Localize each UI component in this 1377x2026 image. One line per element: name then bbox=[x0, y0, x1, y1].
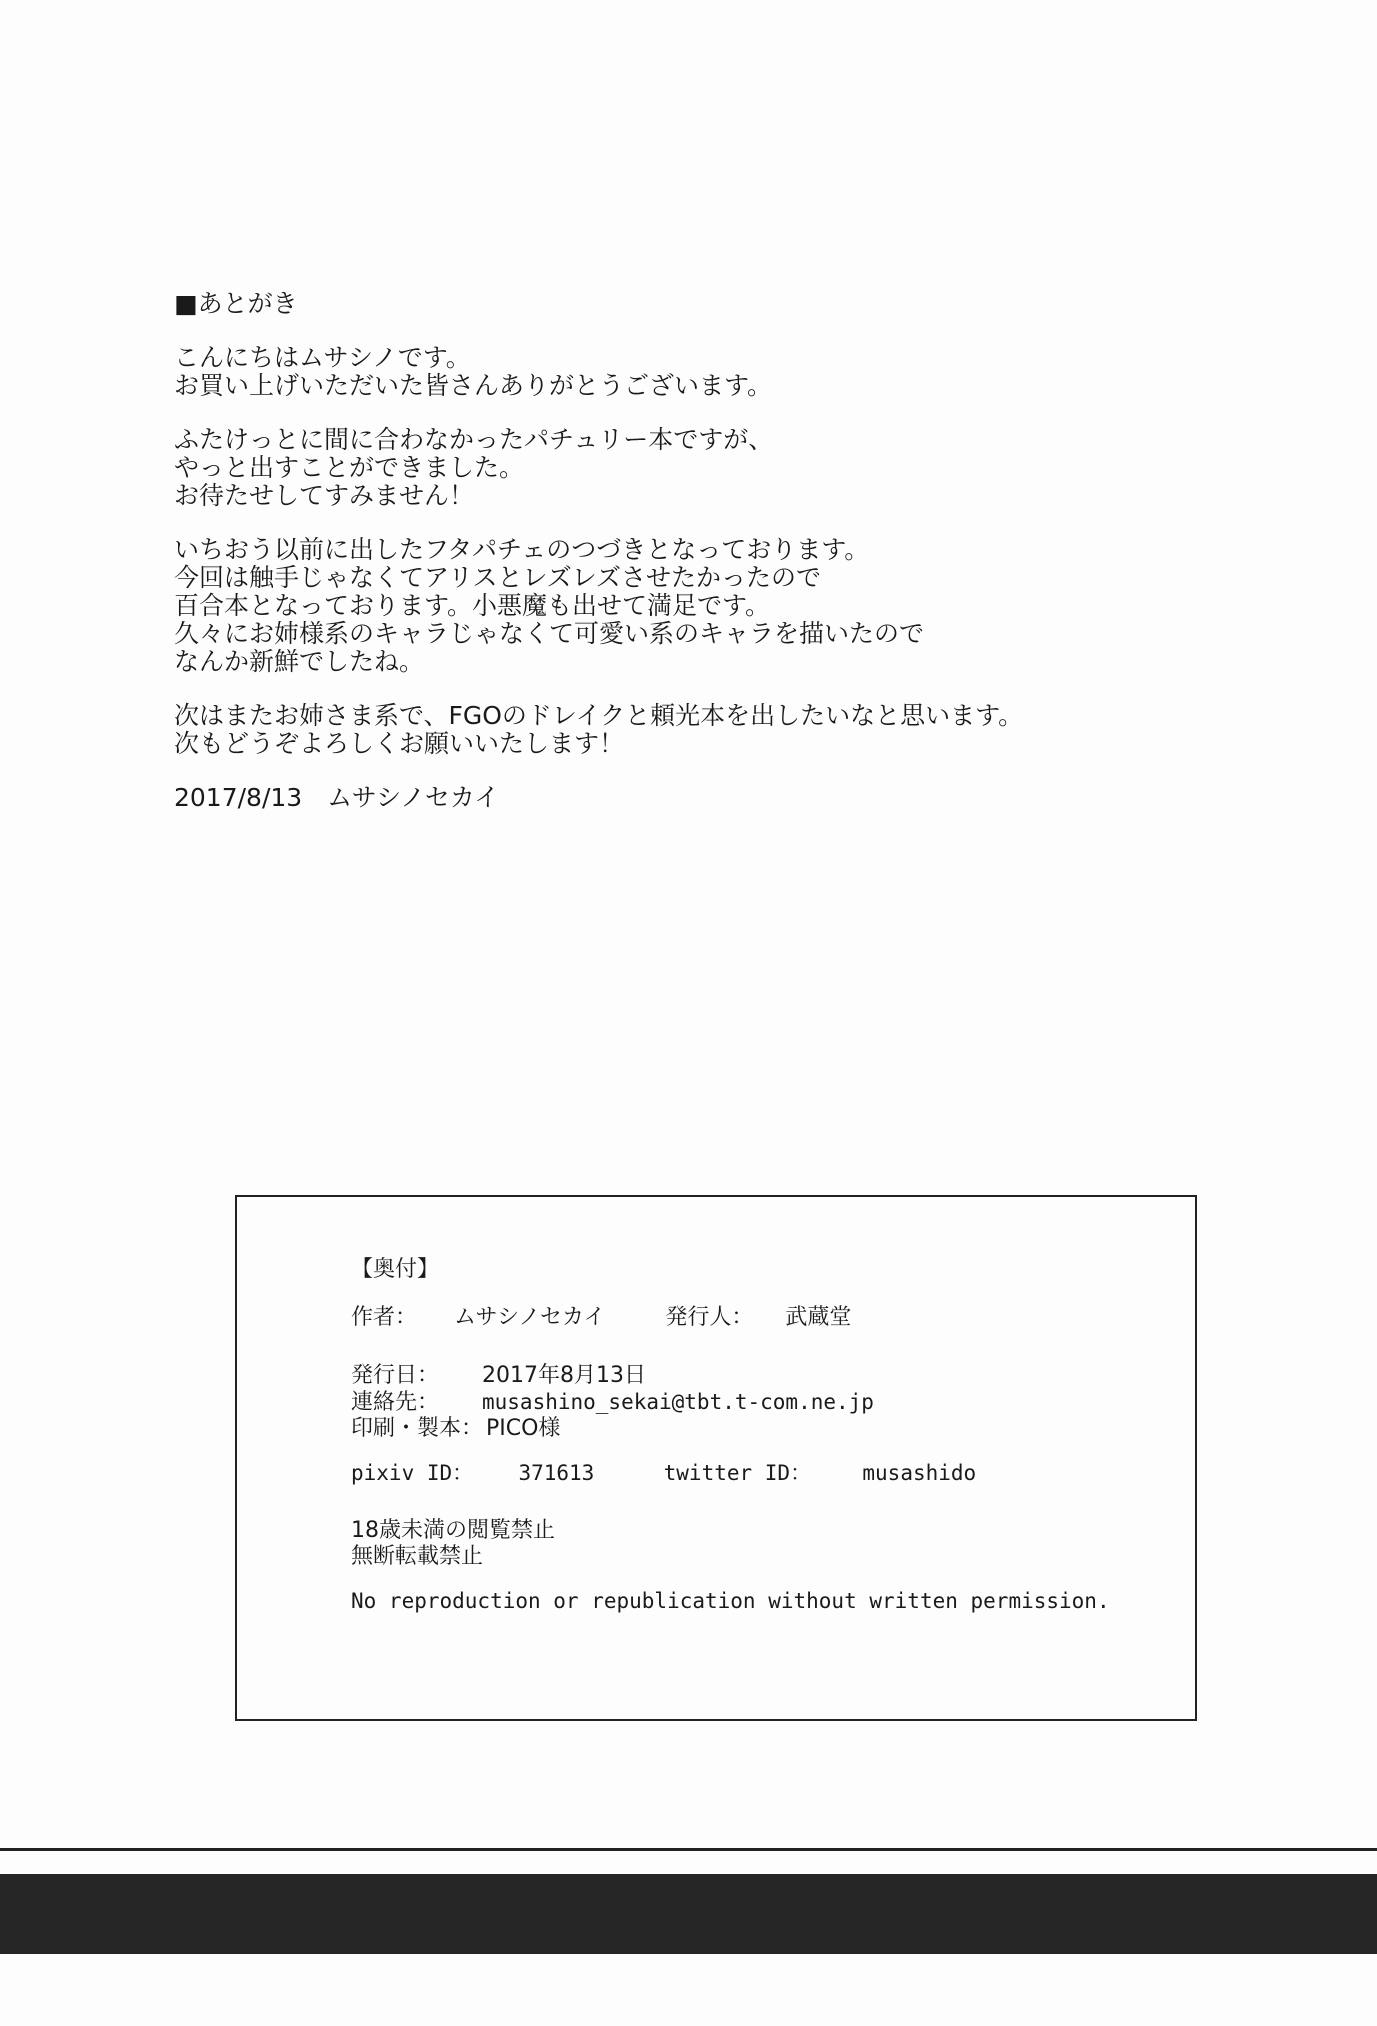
contact-row bbox=[351, 1389, 1110, 1416]
afterword-line: 久々にお姉様系のキャラじゃなくて可愛い系のキャラを描いたので bbox=[174, 619, 925, 648]
afterword-line: 次はまたお姉さま系で、FGOのドレイクと頼光本を出したいなと思います。 bbox=[174, 701, 1024, 730]
pixiv-id: 371613 bbox=[518, 1461, 595, 1485]
afterword-line: 百合本となっております。小悪魔も出せて満足です。 bbox=[174, 591, 771, 620]
author-label: 作者： bbox=[351, 1305, 418, 1330]
printer-row bbox=[351, 1416, 1110, 1442]
bottom-rule bbox=[0, 1848, 1377, 1851]
afterword-line: お待たせしてすみません！ bbox=[174, 481, 475, 510]
afterword-paragraph bbox=[174, 536, 1194, 676]
age-notice: 18歳未満の閲覧禁止 bbox=[351, 1518, 555, 1543]
twitter-label: twitter ID： bbox=[663, 1461, 812, 1485]
afterword-line: ふたけっとに間に合わなかったパチュリー本ですが、 bbox=[174, 425, 774, 454]
date-label: 発行日： bbox=[351, 1363, 440, 1388]
afterword-line: こんにちはムサシノです。 bbox=[174, 343, 471, 372]
afterword-line: いちおう以前に出したフタパチェのつづきとなっております。 bbox=[174, 535, 870, 564]
ids-row bbox=[351, 1460, 1110, 1486]
afterword-signature: 2017/8/13 ムサシノセカイ bbox=[174, 783, 500, 812]
printer-value: PICO様 bbox=[486, 1416, 561, 1441]
contact-label: 連絡先： bbox=[351, 1390, 440, 1415]
author-value: ムサシノセカイ bbox=[454, 1305, 606, 1330]
afterword-paragraph bbox=[174, 702, 1194, 758]
english-notice: No reproduction or republication without written permission. bbox=[351, 1589, 1110, 1613]
afterword-line: 次もどうぞよろしくお願いいたします！ bbox=[174, 729, 625, 758]
printer-label: 印刷・製本： bbox=[351, 1416, 484, 1441]
date-value: 2017年8月13日 bbox=[482, 1363, 646, 1388]
bottom-band bbox=[0, 1874, 1377, 1954]
afterword-line: なんか新鮮でしたね。 bbox=[174, 647, 425, 676]
afterword-paragraph bbox=[174, 344, 1194, 400]
date-row bbox=[351, 1363, 1110, 1389]
afterword-paragraph bbox=[174, 426, 1194, 510]
afterword-line: 今回は触手じゃなくてアリスとレズレズさせたかったので bbox=[174, 563, 822, 592]
publisher-value: 武蔵堂 bbox=[785, 1305, 852, 1330]
author-publisher-row bbox=[351, 1305, 1110, 1331]
colophon-title: 【奥付】 bbox=[351, 1257, 440, 1282]
pixiv-label: pixiv ID： bbox=[351, 1461, 474, 1485]
colophon-content bbox=[351, 1257, 1110, 1614]
publisher-label: 発行人： bbox=[665, 1305, 754, 1330]
reprint-notice: 無断転載禁止 bbox=[351, 1544, 484, 1569]
afterword-heading: ■あとがき bbox=[174, 289, 298, 318]
colophon-box bbox=[235, 1195, 1197, 1721]
contact-value: musashino_sekai@tbt.t-com.ne.jp bbox=[482, 1390, 874, 1414]
afterword-section bbox=[174, 290, 1194, 812]
twitter-id: musashido bbox=[862, 1461, 977, 1485]
afterword-line: やっと出すことができました。 bbox=[174, 453, 525, 482]
afterword-line: お買い上げいただいた皆さんありがとうございます。 bbox=[174, 371, 773, 400]
